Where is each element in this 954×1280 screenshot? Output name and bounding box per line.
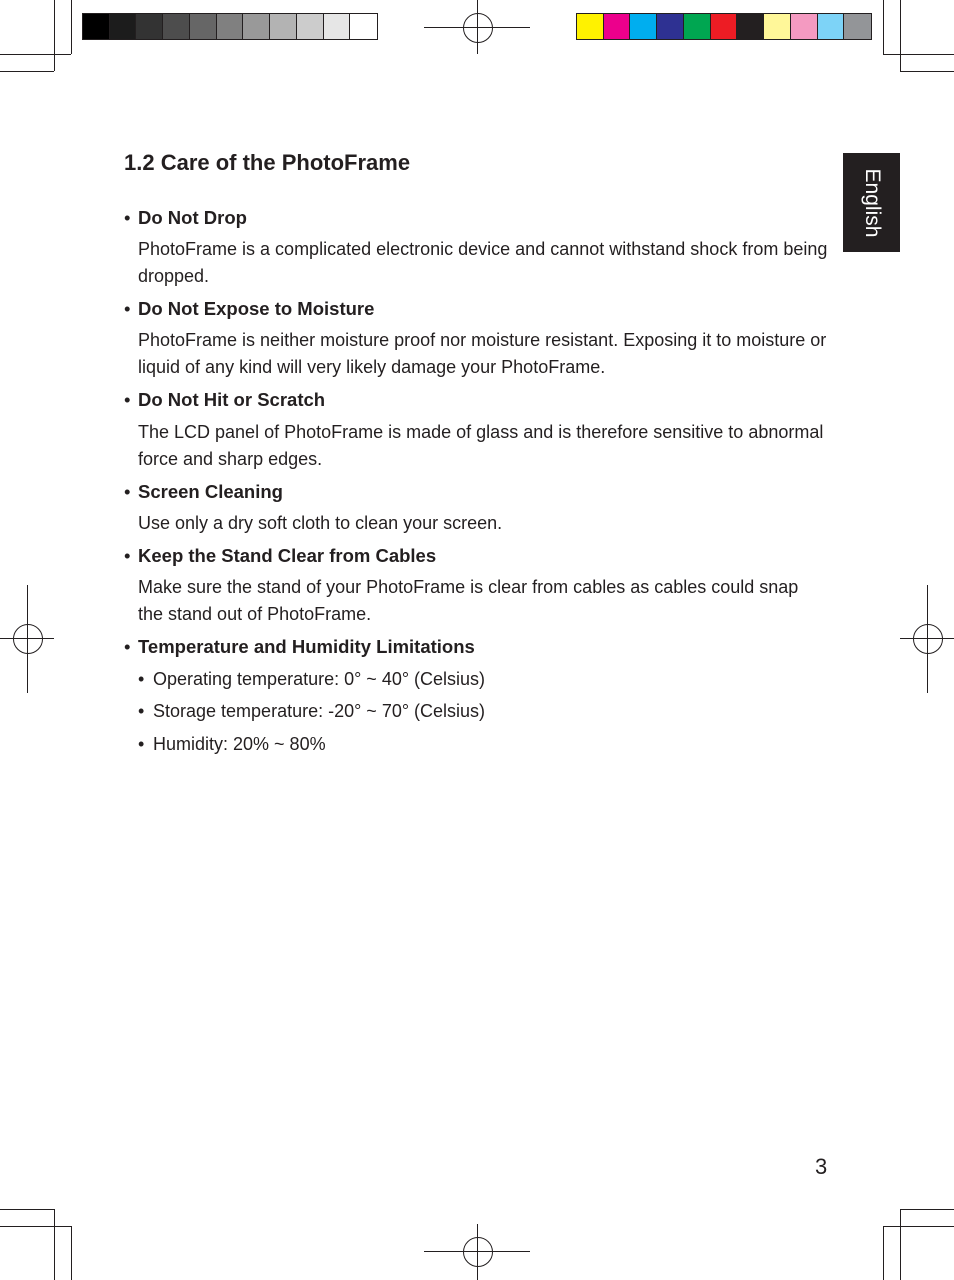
color-swatch [818, 14, 845, 39]
grayscale-color-bar [82, 13, 378, 40]
sub-list-item: • Storage temperature: -20° ~ 70° (Celsius) [138, 701, 486, 721]
color-swatch [711, 14, 738, 39]
sub-list-item: • Humidity: 20% ~ 80% [138, 734, 326, 754]
sub-list-item: • Operating temperature: 0° ~ 40° (Celsius) [138, 669, 486, 689]
gray-swatch [270, 14, 297, 39]
color-swatch [630, 14, 657, 39]
language-tab-label: English [860, 168, 884, 237]
list-item-heading: • Temperature and Humidity Limitations [124, 636, 475, 657]
gray-swatch [350, 14, 377, 39]
color-swatch [844, 14, 871, 39]
list-item-text: PhotoFrame is a complicated electronic device and cannot withstand shock from being dropped. [138, 239, 828, 286]
gray-swatch [324, 14, 351, 39]
list-item-heading: • Do Not Hit or Scratch [124, 389, 326, 410]
list-item-text: PhotoFrame is neither moisture proof nor moisture resistant. Exposing it to moisture or liquid of any kind will very likely damage your PhotoFrame. [138, 330, 827, 377]
gray-swatch [110, 14, 137, 39]
gray-swatch [243, 14, 270, 39]
gray-swatch [297, 14, 324, 39]
color-swatch [791, 14, 818, 39]
list-item-heading: • Keep the Stand Clear from Cables [124, 545, 437, 566]
color-swatch [684, 14, 711, 39]
list-item-text: Make sure the stand of your PhotoFrame is clear from cables as cables could snap the stand out of PhotoFrame. [138, 577, 799, 624]
color-swatch [604, 14, 631, 39]
list-item-heading: • Do Not Drop [124, 207, 247, 228]
color-swatch [764, 14, 791, 39]
color-swatch [737, 14, 764, 39]
color-swatch [657, 14, 684, 39]
gray-swatch [217, 14, 244, 39]
list-item-heading: • Do Not Expose to Moisture [124, 298, 375, 319]
process-color-bar [576, 13, 872, 40]
gray-swatch [136, 14, 163, 39]
color-swatch [577, 14, 604, 39]
language-tab [843, 153, 900, 252]
gray-swatch [190, 14, 217, 39]
list-item-heading: • Screen Cleaning [124, 481, 283, 502]
gray-swatch [163, 14, 190, 39]
gray-swatch [83, 14, 110, 39]
list-item-text: The LCD panel of PhotoFrame is made of glass and is therefore sensitive to abnormal force and sharp edges. [138, 422, 824, 469]
section-title: 1.2 Care of the PhotoFrame [124, 150, 411, 175]
list-item-text: Use only a dry soft cloth to clean your screen. [138, 513, 503, 533]
page-number: 3 [815, 1154, 828, 1179]
